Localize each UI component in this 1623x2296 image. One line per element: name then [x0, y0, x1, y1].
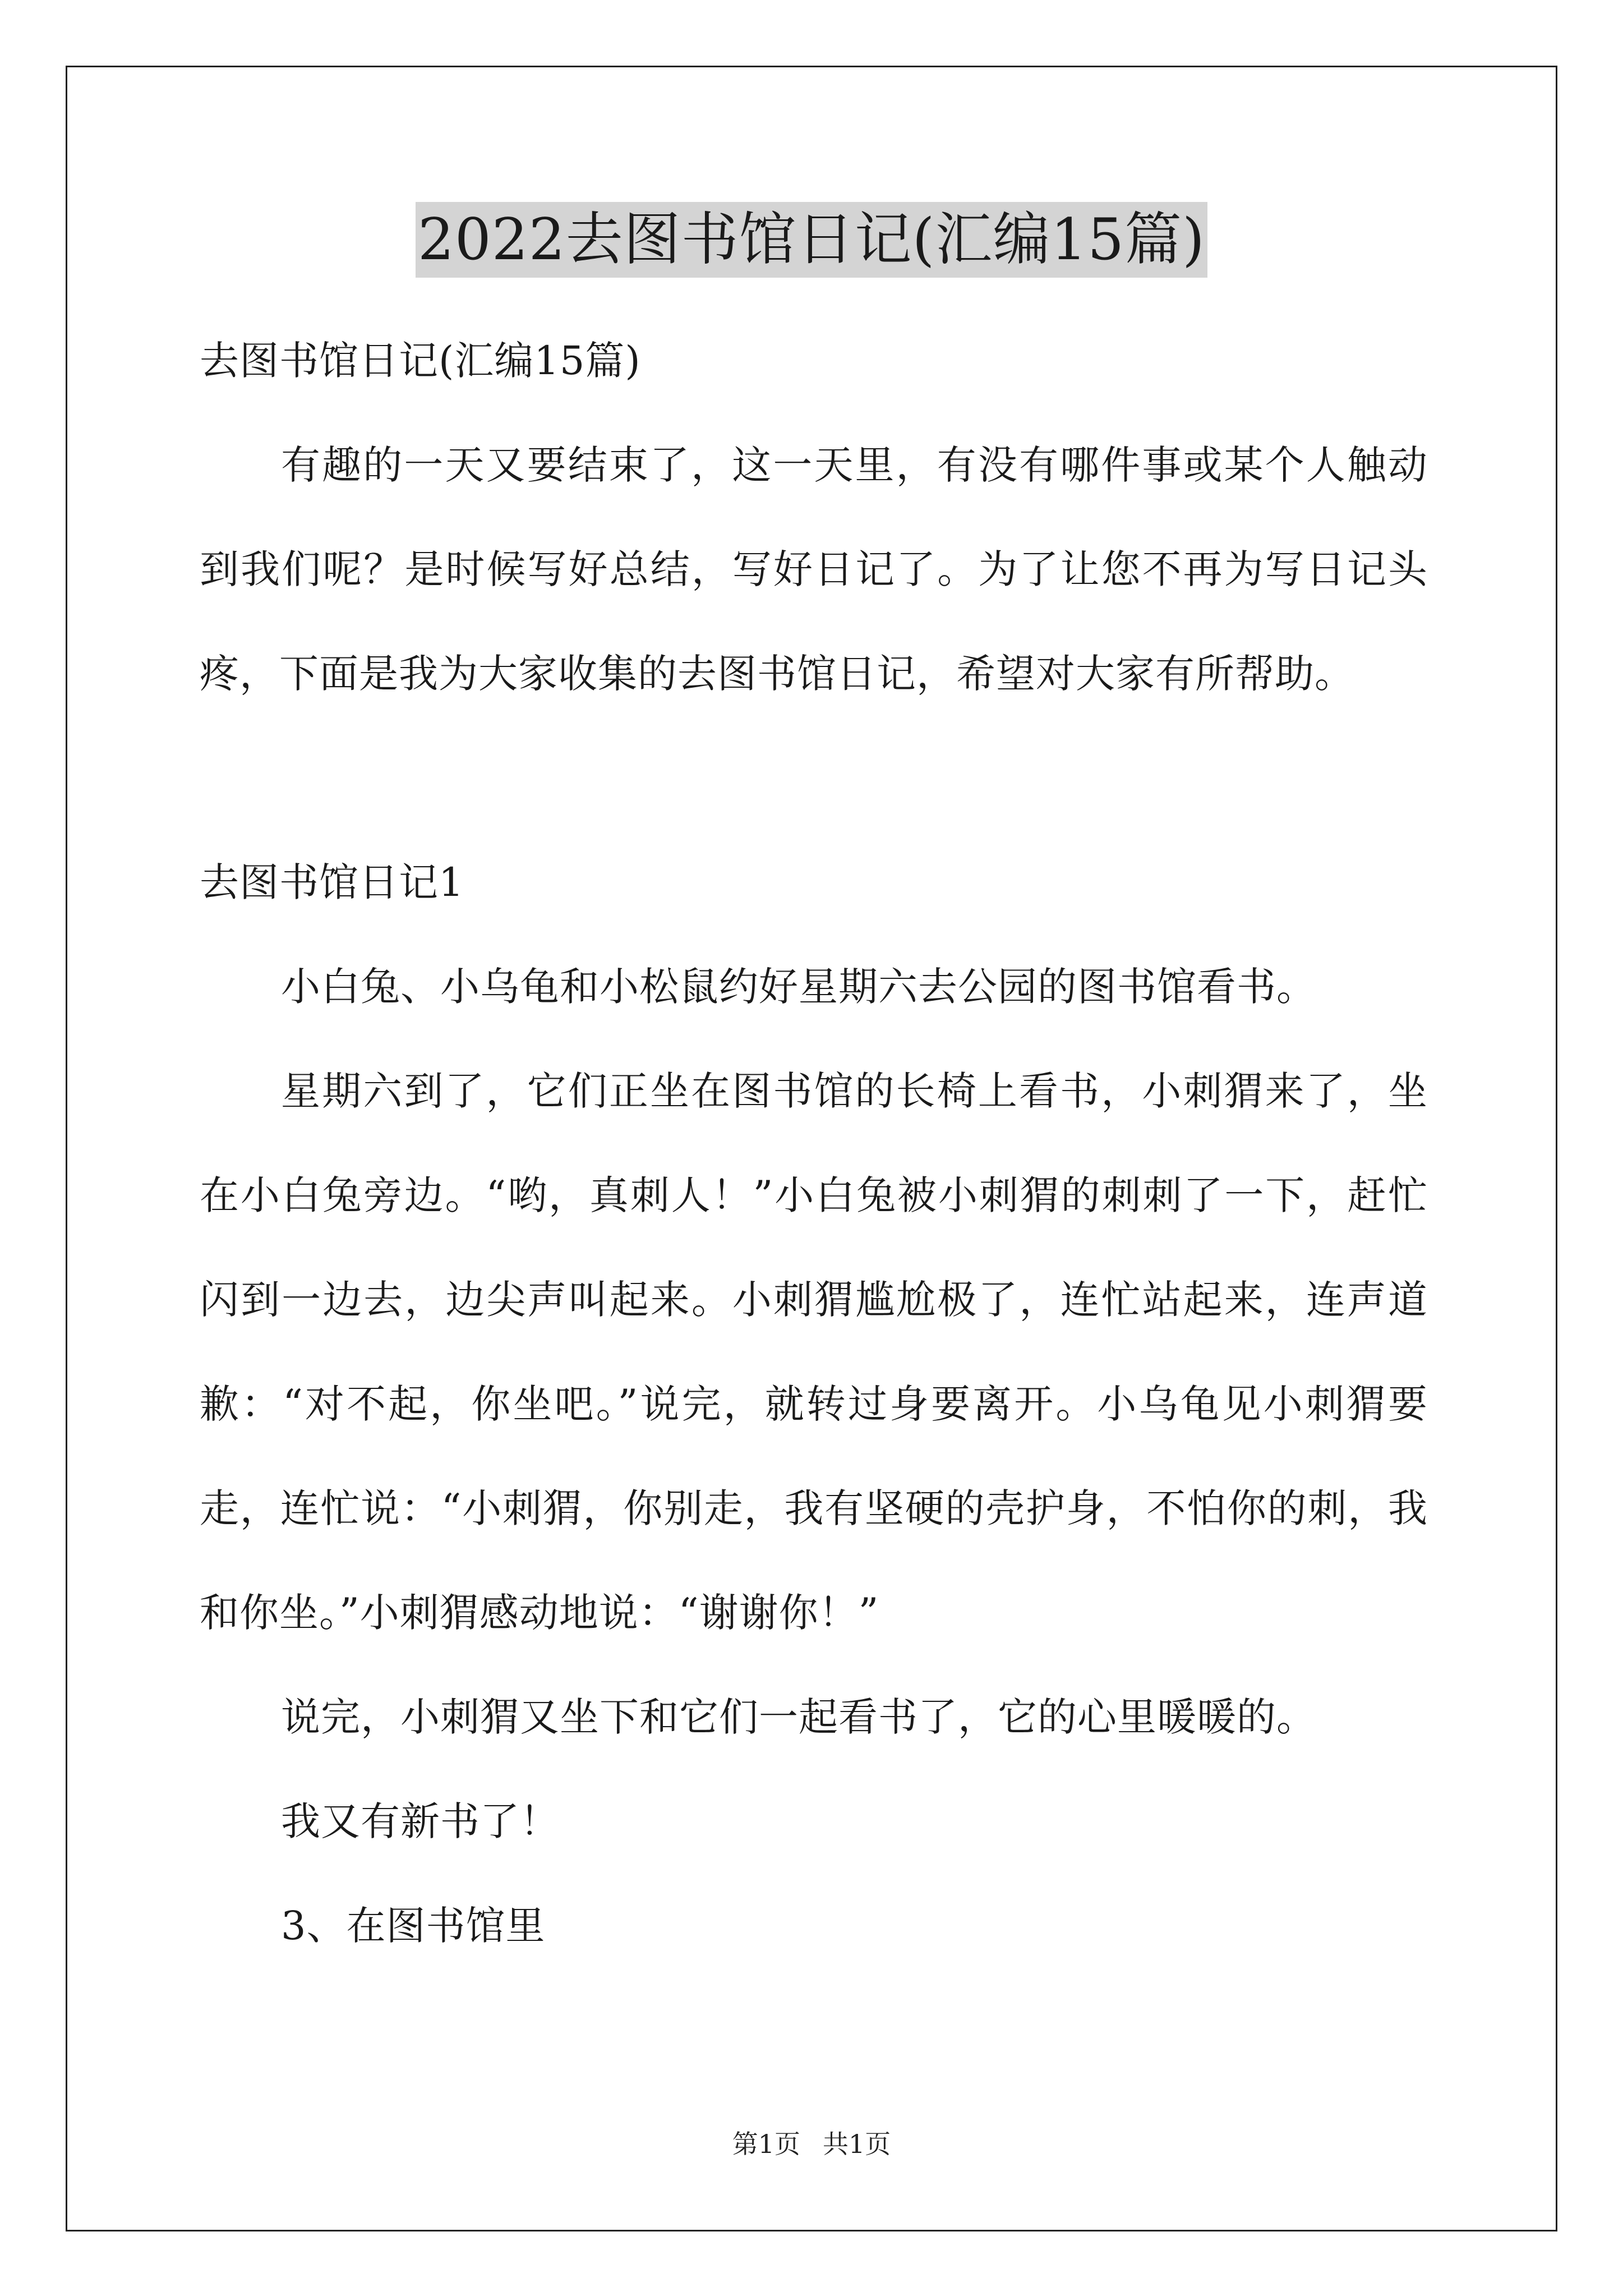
document-body — [200, 309, 1428, 1978]
paragraph-text: 说完，小刺猬又坐下和它们一起看书了，它的心里暖暖的。 — [281, 1694, 1316, 1740]
paragraph — [200, 935, 1428, 1039]
paragraph — [200, 1039, 1428, 1665]
paragraph — [200, 1665, 1428, 1769]
paragraph-text: 3、在图书馆里 — [281, 1903, 546, 1949]
spacer — [200, 726, 1428, 830]
paragraph — [200, 1769, 1428, 1874]
page-footer — [0, 2127, 1623, 2161]
page-number-current: 第1页 — [732, 2129, 800, 2159]
section-heading: 去图书馆日记1 — [200, 859, 464, 905]
page-number-total: 共1页 — [823, 2129, 891, 2159]
intro-paragraph — [200, 413, 1428, 726]
title-container — [0, 202, 1623, 278]
paragraph — [200, 1874, 1428, 1978]
intro-text: 有趣的一天又要结束了，这一天里，有没有哪件事或某个人触动到我们呢？是时候写好总结，写好日记了。为了让您不再为写日记头疼，下面是我为大家收集的去图书馆日记，希望对大家有所帮助。 — [200, 442, 1428, 697]
paragraph-text: 星期六到了，它们正坐在图书馆的长椅上看书，小刺猬来了，坐在小白兔旁边。“哟，真刺人！”小白兔被小刺猬的刺刺了一下，赶忙闪到一边去，边尖声叫起来。小刺猬尴尬极了，连忙站起来，连声道歉：“对不起，你坐吧。”说完，就转过身要离开。小乌龟见小刺猬要走，连忙说：“小刺猬，你别走，我有坚硬的壳护身，不怕你的刺，我和你坐。”小刺猬感动地说：“谢谢你！” — [200, 1068, 1428, 1636]
subtitle: 去图书馆日记(汇编15篇) — [200, 338, 641, 384]
paragraph-text: 小白兔、小乌龟和小松鼠约好星期六去公园的图书馆看书。 — [281, 964, 1316, 1010]
document-title: 2022去图书馆日记(汇编15篇) — [416, 202, 1207, 278]
paragraph-text: 我又有新书了！ — [281, 1798, 560, 1844]
